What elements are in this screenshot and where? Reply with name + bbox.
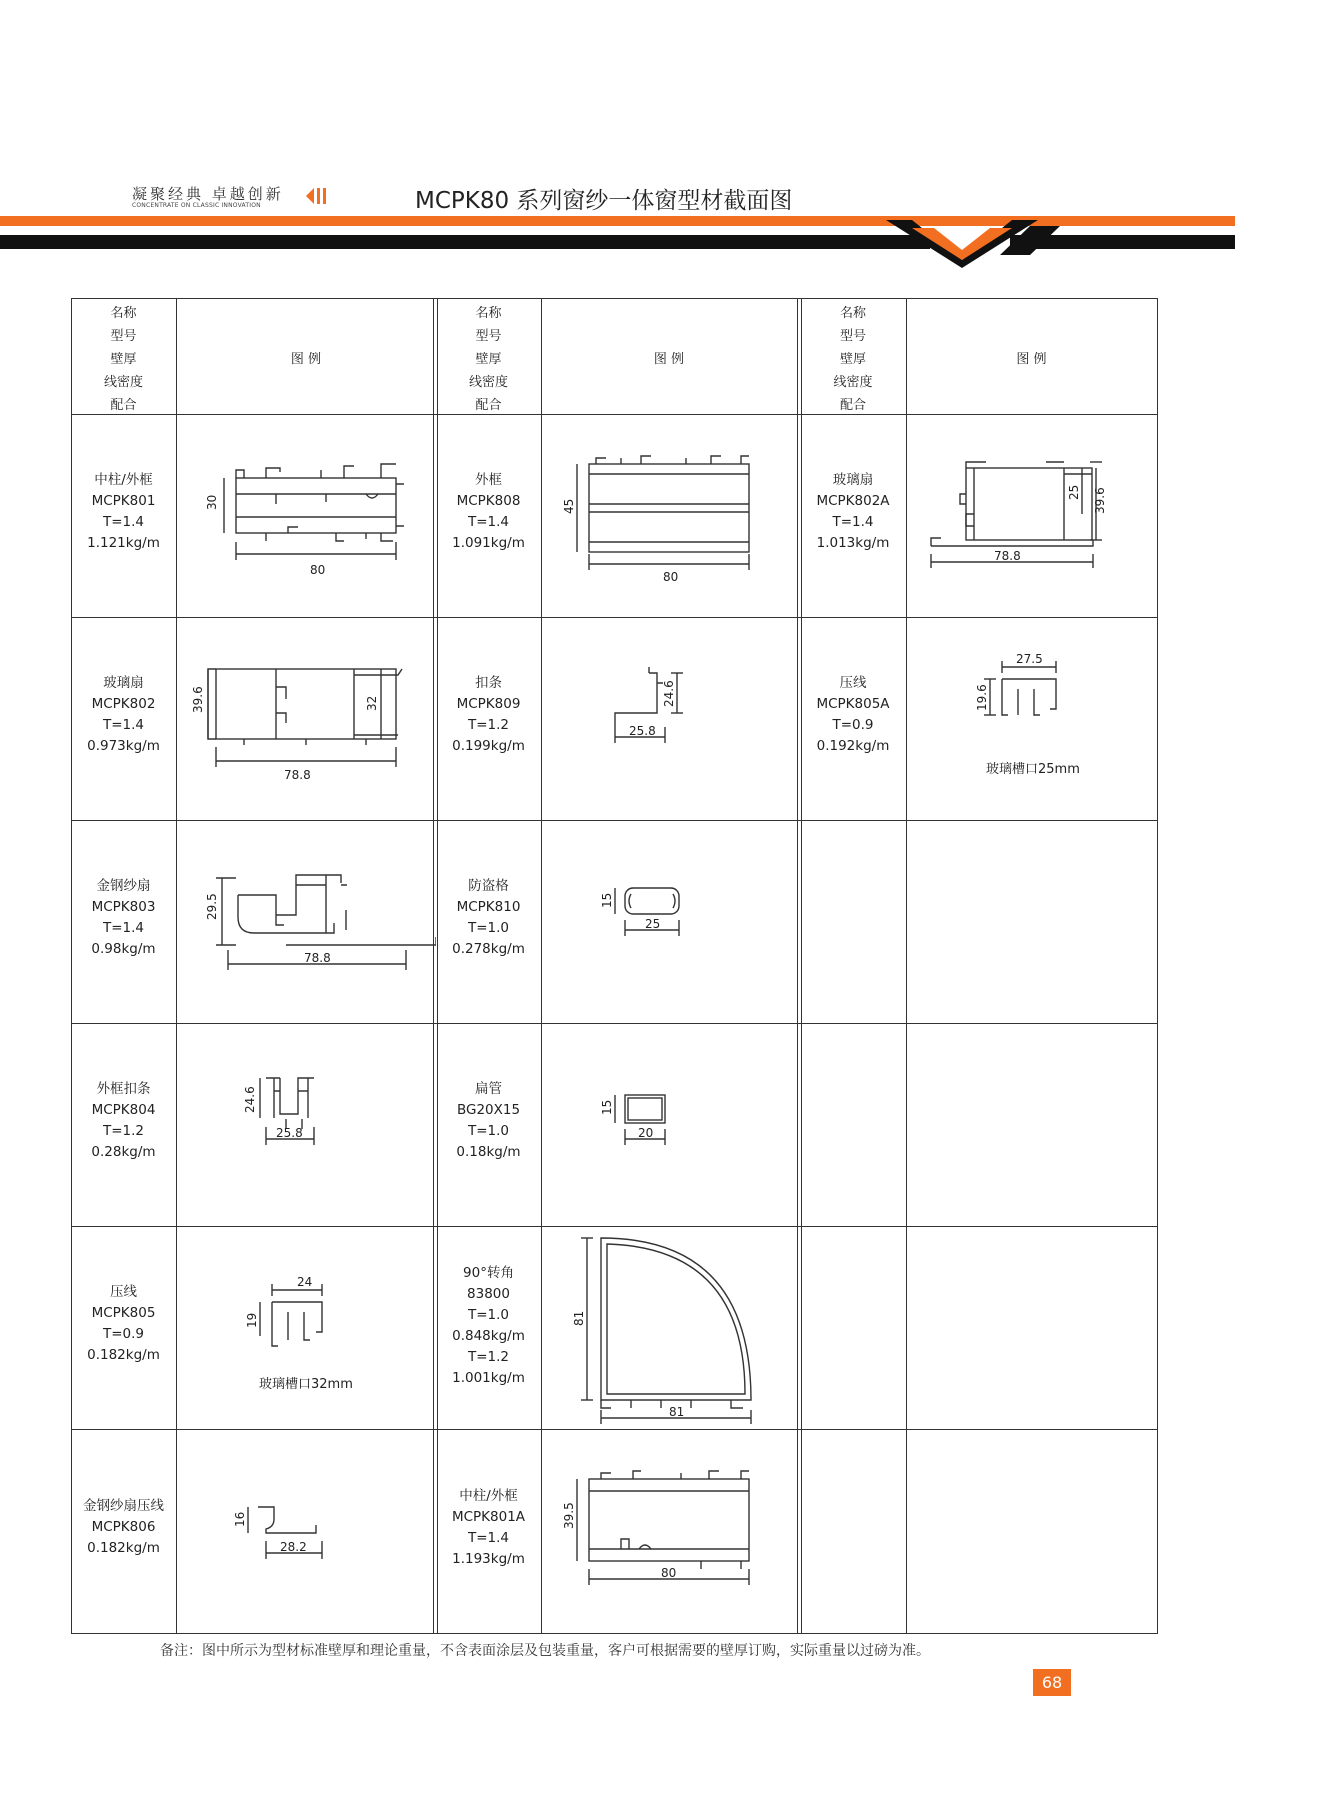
dimension-label: 24.6 xyxy=(662,680,676,707)
dimension-label: 28.2 xyxy=(280,1540,307,1554)
glazing-slot-note: 玻璃槽口25mm xyxy=(986,762,1080,777)
brand-arrow-icon xyxy=(304,185,330,207)
dimension-label: 25 xyxy=(645,917,661,931)
profile-spec-MCPK801A: 中柱/外框 MCPK801A T=1.4 1.193kg/m xyxy=(451,1488,526,1567)
dimension-label: 80 xyxy=(310,563,326,577)
dimension-label: 39.5 xyxy=(562,1502,576,1529)
profile-drawing-MCPK803 xyxy=(176,820,436,1023)
table-header-figure: 图 例 xyxy=(290,352,322,367)
dimension-label: 39.6 xyxy=(191,686,205,713)
dimension-label: 16 xyxy=(233,1511,247,1527)
dimension-label: 25.8 xyxy=(276,1126,303,1140)
dimension-label: 25 xyxy=(1067,484,1081,500)
profile-spec-MCPK809: 扣条 MCPK809 T=1.2 0.199kg/m xyxy=(452,675,525,754)
profile-spec-MCPK805A: 压线 MCPK805A T=0.9 0.192kg/m xyxy=(816,675,890,754)
dimension-label: 15 xyxy=(600,1099,614,1115)
dimension-label: 78.8 xyxy=(304,951,331,965)
dimension-label: 24.6 xyxy=(243,1086,257,1113)
dimension-label: 24 xyxy=(297,1275,313,1289)
profile-spec-MCPK801: 中柱/外框 MCPK801 T=1.4 1.121kg/m xyxy=(87,472,160,551)
glazing-slot-note: 玻璃槽口32mm xyxy=(259,1377,353,1392)
profile-spec-83800: 90°转角 83800 T=1.0 0.848kg/m T=1.2 1.001kg/m xyxy=(452,1265,525,1386)
profile-spec-MCPK803: 金钢纱扇 MCPK803 T=1.4 0.98kg/m xyxy=(91,878,156,957)
profile-spec-MCPK802A: 玻璃扇 MCPK802A T=1.4 1.013kg/m xyxy=(816,472,890,551)
table-header-figure: 图 例 xyxy=(1016,352,1047,367)
profile-spec-MCPK805: 压线 MCPK805 T=0.9 0.182kg/m xyxy=(87,1284,160,1363)
page-number: 68 xyxy=(1033,1669,1071,1696)
profile-table xyxy=(71,298,1158,1634)
table-header-labels: 名称 型号 壁厚 线密度 配合 xyxy=(103,306,143,413)
profile-drawing-83800 xyxy=(541,1226,797,1429)
dimension-label: 32 xyxy=(365,695,379,711)
profile-drawing-MCPK804 xyxy=(176,1023,436,1226)
profile-drawing-MCPK802A xyxy=(906,414,1157,617)
dimension-label: 25.8 xyxy=(629,724,656,738)
table-header-labels: 名称 型号 壁厚 线密度 配合 xyxy=(468,306,508,413)
profile-drawing-MCPK805A xyxy=(906,617,1157,820)
dimension-label: 78.8 xyxy=(994,549,1021,563)
dimension-label: 81 xyxy=(669,1405,685,1419)
dimension-label: 19 xyxy=(245,1312,259,1328)
profile-drawing-MCPK806 xyxy=(176,1429,436,1632)
table-header-labels: 名称 型号 壁厚 线密度 配合 xyxy=(833,306,873,413)
profile-spec-MCPK802: 玻璃扇 MCPK802 T=1.4 0.973kg/m xyxy=(87,675,160,754)
profile-drawing-MCPK808 xyxy=(541,414,797,617)
slogan-english: CONCENTRATE ON CLASSIC INNOVATION xyxy=(132,202,261,209)
dimension-label: 27.5 xyxy=(1016,652,1043,666)
profile-drawing-MCPK805 xyxy=(176,1226,436,1429)
profile-spec-MCPK806: 金钢纱扇压线 MCPK806 0.182kg/m xyxy=(83,1498,164,1556)
profile-drawing-MCPK801 xyxy=(176,414,436,617)
profile-drawing-MCPK810 xyxy=(541,820,797,1023)
page-title: MCPK80 系列窗纱一体窗型材截面图 xyxy=(415,188,793,214)
dimension-label: 20 xyxy=(638,1126,654,1140)
profile-drawing-MCPK809 xyxy=(541,617,797,820)
profile-spec-BG20X15: 扁管 BG20X15 T=1.0 0.18kg/m xyxy=(456,1081,521,1160)
table-header-figure: 图 例 xyxy=(653,352,685,367)
slogan: 凝聚经典 卓越创新 xyxy=(132,185,284,203)
dimension-label: 29.5 xyxy=(205,893,219,920)
dimension-label: 80 xyxy=(663,570,679,584)
dimension-label: 15 xyxy=(600,892,614,908)
dimension-label: 30 xyxy=(205,494,219,510)
dimension-label: 45 xyxy=(562,498,576,514)
dimension-label: 80 xyxy=(661,1566,677,1580)
profile-spec-MCPK810: 防盗格 MCPK810 T=1.0 0.278kg/m xyxy=(452,878,525,957)
header-banner xyxy=(0,210,1317,270)
dimension-label: 78.8 xyxy=(284,768,311,782)
profile-drawing-MCPK802 xyxy=(176,617,436,820)
profile-drawing-BG20X15 xyxy=(541,1023,797,1226)
profile-spec-MCPK804: 外框扣条 MCPK804 T=1.2 0.28kg/m xyxy=(91,1081,156,1160)
dimension-label: 39.6 xyxy=(1093,487,1107,514)
footnote: 备注：图中所示为型材标准壁厚和理论重量，不含表面涂层及包装重量，客户可根据需要的壁厚订购，实际重量以过磅为准。 xyxy=(160,1643,930,1659)
profile-spec-MCPK808: 外框 MCPK808 T=1.4 1.091kg/m xyxy=(452,472,525,551)
dimension-label: 19.6 xyxy=(975,684,989,711)
profile-drawing-MCPK801A xyxy=(541,1429,797,1632)
dimension-label: 81 xyxy=(572,1310,586,1326)
